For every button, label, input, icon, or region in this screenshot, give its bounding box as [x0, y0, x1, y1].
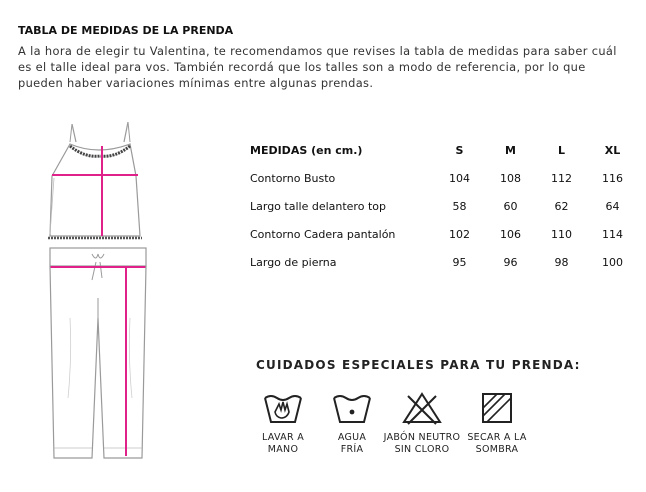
- cell-value: 60: [503, 199, 518, 213]
- cell-value: 112: [551, 171, 572, 185]
- measures-header: MEDIDAS (en cm.): [250, 143, 363, 157]
- cell-value: 116: [602, 171, 623, 185]
- cell-value: 95: [452, 255, 467, 269]
- care-label: LAVAR A MANO: [261, 432, 304, 455]
- care-item-shade-dry: [457, 390, 537, 456]
- cell-value: 102: [449, 227, 470, 241]
- intro-text: A la hora de elegir tu Valentina, te recomendamos que revises la tabla de medidas para saber cuál es el talle ideal para vos. También recordá que los talles son a modo de referencia, por lo que pueden haber variaciones mínimas entre algunas prendas.: [18, 44, 617, 90]
- care-title: CUIDADOS ESPECIALES PARA TU PRENDA:: [256, 358, 581, 372]
- row-label: Largo de pierna: [250, 255, 337, 269]
- care-label: AGUA FRÍA: [337, 432, 367, 455]
- garment-illustration: [40, 118, 180, 490]
- cell-value: 114: [602, 227, 623, 241]
- table-row: [244, 248, 638, 276]
- size-header-l: L: [557, 143, 565, 157]
- cell-value: 58: [452, 199, 467, 213]
- cell-value: 100: [602, 255, 623, 269]
- size-header-xl: XL: [604, 143, 621, 157]
- care-item-no-bleach: [382, 390, 462, 456]
- cell-value: 98: [554, 255, 569, 269]
- care-item-cold-water: [312, 390, 392, 456]
- hand-wash-icon: [261, 390, 305, 426]
- row-label: Contorno Busto: [250, 171, 336, 185]
- table-row: [244, 164, 638, 192]
- size-table-header-row: [244, 136, 638, 164]
- cell-value: 108: [500, 171, 521, 185]
- care-label: SECAR A LA SOMBRA: [467, 432, 527, 455]
- size-header-s: S: [455, 143, 464, 157]
- table-row: [244, 192, 638, 220]
- cell-value: 96: [503, 255, 518, 269]
- cell-value: 64: [605, 199, 620, 213]
- cell-value: 62: [554, 199, 569, 213]
- no-bleach-icon: [400, 390, 444, 426]
- table-row: [244, 220, 638, 248]
- care-item-hand-wash: [243, 390, 323, 456]
- cell-value: 106: [500, 227, 521, 241]
- cell-value: 110: [551, 227, 572, 241]
- care-label: JABÓN NEUTRO SIN CLORO: [383, 432, 461, 455]
- row-label: Largo talle delantero top: [250, 199, 386, 213]
- cell-value: 104: [449, 171, 470, 185]
- cold-water-icon: [330, 390, 374, 426]
- shade-dry-icon: [475, 390, 519, 426]
- row-label: Contorno Cadera pantalón: [250, 227, 396, 241]
- size-table: [244, 136, 638, 276]
- page-title: TABLA DE MEDIDAS DE LA PRENDA: [18, 24, 234, 37]
- size-header-m: M: [505, 143, 516, 157]
